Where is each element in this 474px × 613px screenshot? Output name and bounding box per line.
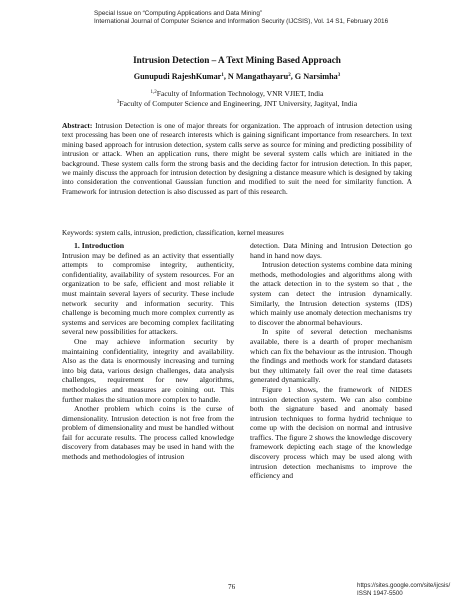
affiliation-1: [0, 89, 474, 98]
right-paragraph-4: Figure 1 shows, the framework of NIDES intrusion detection system. We can also combine both the signature based and anomaly based intrusion techniques to forma hydrid technique to come up with the decision on normal and intrusive traffics. The figure 2 shows the knowledge discovery framework depicting each stage of the knowledge discovery process which may be used along with intrusion detection mechanisms to improve the efficiency and: [250, 384, 412, 481]
affiliation-1-sup: 1,2: [150, 90, 157, 95]
keywords: Keywords: system calls, intrusion, prediction, classification, kernel measures: [62, 229, 284, 237]
issn: ISSN 1947-5500: [357, 590, 403, 597]
author-2: N Mangathayaru: [227, 72, 289, 81]
section-heading: 1. Introduction: [74, 241, 125, 250]
journal-header-line-2: International Journal of Computer Science and Information Security (IJCSIS), Vol. 14 S1, February 2016: [94, 18, 389, 25]
author-1: Gunupudi RajeshKumar: [133, 72, 222, 81]
affiliation-1-text: Faculty of Information Technology, VNR VJIET, India: [156, 89, 324, 98]
journal-header-line-1: Special Issue on “Computing Applications and Data Mining”: [94, 10, 263, 17]
author-2-sup: 2: [288, 73, 291, 78]
affiliation-2: [0, 99, 474, 108]
affiliation-2-sup: 3: [116, 100, 120, 105]
author-1-sup: 1: [221, 73, 224, 78]
journal-header: [94, 10, 434, 26]
abstract: [62, 121, 412, 196]
left-paragraph-1: Intrusion may be defined as an activity that essentially attempts to compromise integrity, authenticity, confidentiality, availability of system resources. For an organization to be safe, efficient and most reliable it must maintain several layers of security. These include network security and information security. This challenge is becoming much more complex currently as systems and services are becoming complex facilitating several new possibilities for attackers.: [62, 250, 234, 337]
right-paragraph-2: Intrusion detection systems combine data mining methods, methodologies and algorithms along with the attack detection in to the system so that , the system can detect the intrusion dynamically. Similarly, the Intrusion detection systems (IDS) which mainly use anomaly detection mechanisms try to discover the abnormal behaviours.: [250, 260, 412, 327]
author-list: [0, 72, 474, 81]
page-number: 76: [228, 583, 236, 591]
abstract-label: Abstract:: [62, 121, 93, 130]
author-3-sup: 3: [337, 73, 341, 78]
left-paragraph-2: One may achieve information security by maintaining confidentiality, integrity and availability. Also as the data is enormously increasing and turning into big data, various design challenges, data analysis challenges, requirement for new algorithms, methodologies and measures are coining out. This further makes the situation more complex to handle.: [62, 336, 234, 404]
abstract-text: Intrusion Detection is one of major threats for organization. The approach of intrusion detection using text processing has been one of research interests which is gaining significant importance from researchers. In text mining based approach for intrusion detection, system calls serve as source for mining and predicting possibility of intrusion or attack. When an application runs, there might be several system calls which are initiated in the background. These system calls form the strong basis and the deciding factor for intrusion detection. In this paper, we mainly discuss the approach for intrusion detection by designing a distance measure which is designed by taking into consideration the conventional Gaussian function and modified to suit the need for similarity function. A Framework for intrusion detection is also discussed as part of this research.: [62, 121, 413, 196]
right-column: [250, 241, 412, 481]
author-3: G Narsimha: [294, 72, 338, 81]
journal-url-link[interactable]: https://sites.google.com/site/ijcsis/: [357, 582, 451, 589]
left-column: [62, 241, 234, 462]
author-sep-1: ,: [223, 72, 228, 81]
left-paragraph-3: Another problem which coins is the curse of dimensionality. Intrusion detection is not free from the problem of dimensionality and must be handled without fail for accurate results. The process called knowledge discovery from databases may be used in hand with the methods and methodologies of intrusion: [62, 404, 234, 462]
right-paragraph-3: In spite of several detection mechanisms available, there is a dearth of proper mechanism which can fix the behaviour as the intrusion. Though the findings and methods work for standard datasets but they ultimately fail over the real time datasets generated dynamically.: [250, 327, 412, 385]
right-paragraph-1: detection. Data Mining and Intrusion Detection go hand in hand now days.: [250, 241, 412, 260]
journal-footer: [357, 582, 450, 598]
affiliation-2-text: Faculty of Computer Science and Engineering, JNT University, Jagityal, India: [119, 99, 358, 108]
paper-title: Intrusion Detection – A Text Mining Based Approach: [133, 55, 341, 65]
author-sep-2: ,: [290, 72, 295, 81]
